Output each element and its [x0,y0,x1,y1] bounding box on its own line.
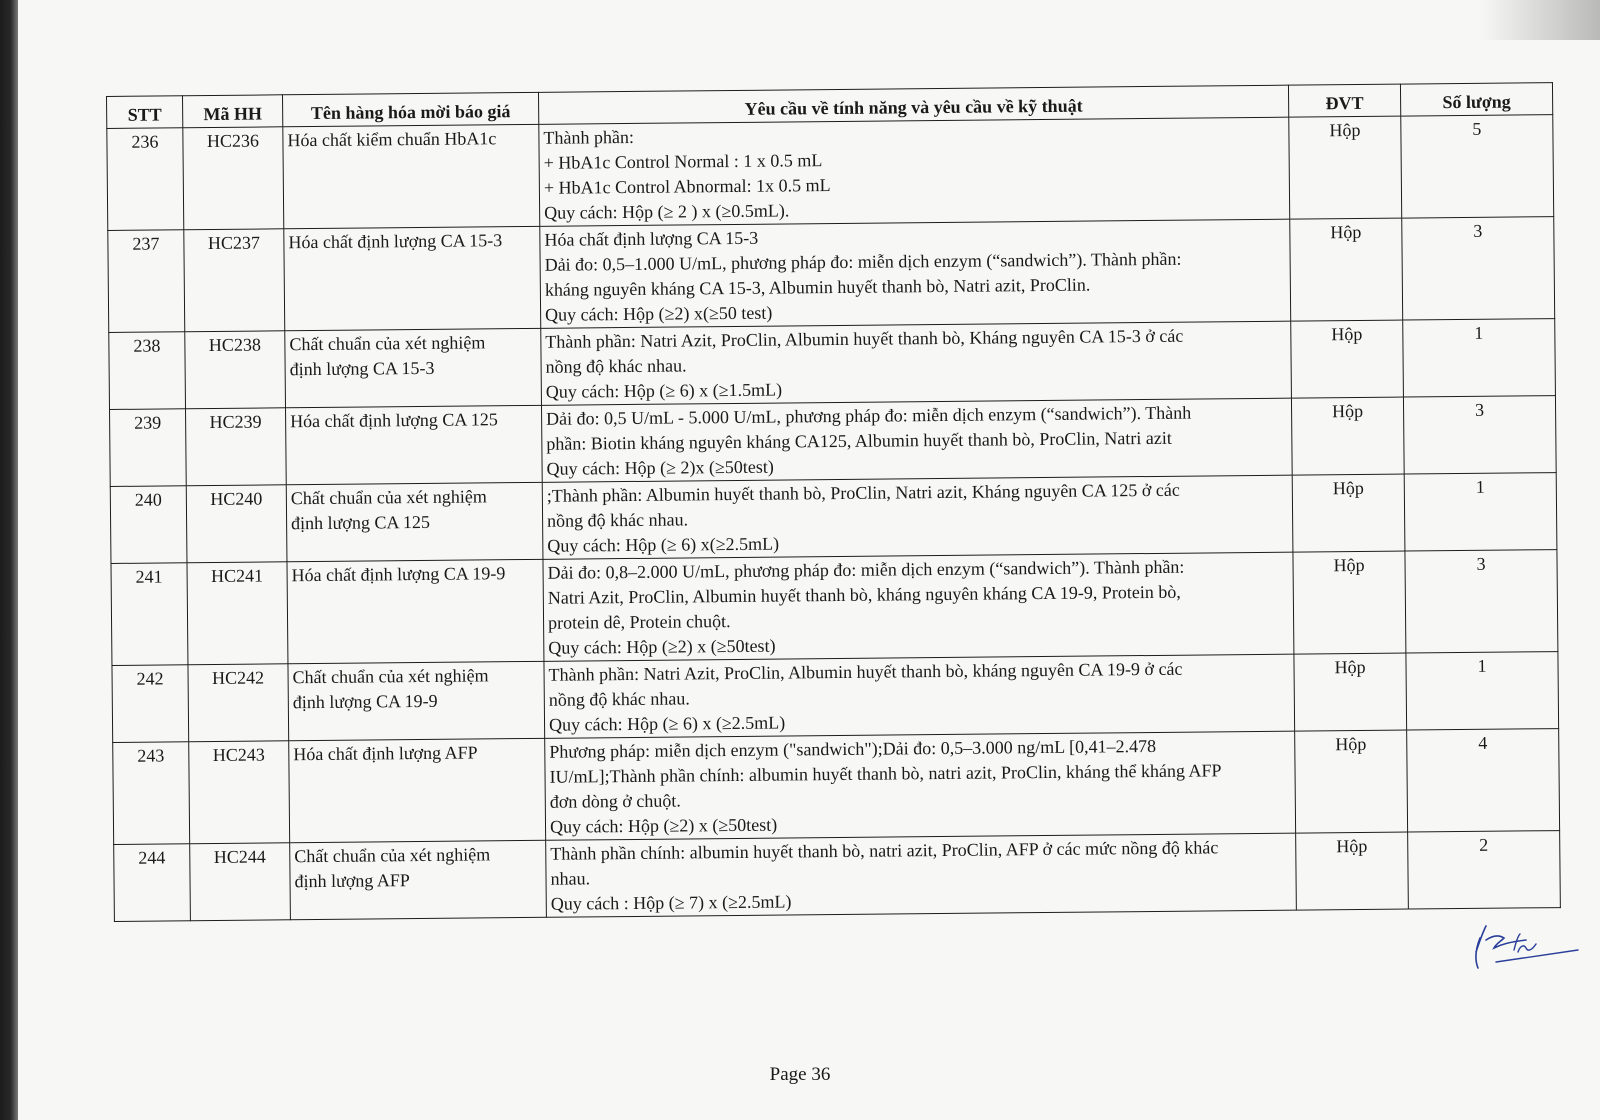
requirement-line: Thành phần chính: albumin huyết thanh bò, natri azit, ProClin, AFP ở các mức nồng độ khác [550,837,1219,864]
table-row [109,319,1556,410]
cell-ma-hh: HC236 [183,127,284,230]
product-name-line: Hóa chất định lượng CA 19-9 [291,563,506,586]
cell-ten-hang-hoa [287,559,544,663]
requirement-line: Dải đo: 0,5 U/mL - 5.000 U/mL, phương pháp đo: miễn dịch enzym (“sandwich”). Thành [546,402,1192,429]
table-row [110,473,1557,564]
requirement-line: nồng độ khác nhau. [545,355,687,377]
requirement-line: Dải đo: 0,5–1.000 U/mL, phương pháp đo: miễn dịch enzym (“sandwich”). Thành phần: [544,248,1182,275]
cell-so-luong: 3 [1405,550,1558,653]
requirement-line: Quy cách: Hộp (≥ 2 ) x (≥0.5mL). [544,200,790,223]
cell-so-luong: 1 [1406,652,1559,730]
requirement-line: Thành phần: Natri Azit, ProClin, Albumin huyết thanh bò, kháng nguyên CA 19-9 ở các [548,658,1183,685]
cell-stt: 236 [107,128,184,231]
cell-stt: 241 [111,563,188,666]
table-row [112,652,1559,743]
cell-dvt: Hộp [1291,397,1404,475]
cell-yeu-cau [546,833,1297,917]
cell-stt: 243 [113,742,190,845]
cell-ten-hang-hoa [289,738,546,842]
cell-ma-hh: HC241 [187,562,288,665]
product-name-line: Hóa chất định lượng AFP [293,742,478,765]
cell-yeu-cau [540,219,1291,328]
requirement-line: Natri Azit, ProClin, Albumin huyết thanh bò, kháng nguyên kháng CA 19-9, Protein bò, [547,581,1181,608]
product-name-line: định lượng CA 19-9 [292,690,438,713]
cell-ten-hang-hoa [283,124,540,228]
cell-stt: 242 [112,665,189,743]
requirement-line: Quy cách: Hộp (≥ 6) x (≥1.5mL) [545,379,783,402]
product-name-line: định lượng AFP [294,870,410,892]
cell-stt: 237 [108,230,185,333]
procurement-table [106,82,1561,922]
cell-stt: 240 [110,486,187,564]
requirement-line: đơn dòng ở chuột. [549,790,681,812]
table-row [114,831,1561,922]
cell-yeu-cau [545,731,1296,840]
requirement-line: kháng nguyên kháng CA 15-3, Albumin huyết thanh bò, Natri azit, ProClin. [544,274,1091,300]
cell-ten-hang-hoa [284,226,541,330]
cell-ten-hang-hoa [286,405,543,484]
cell-ten-hang-hoa [288,661,545,740]
product-name-line: Chất chuẩn của xét nghiệm [289,332,486,355]
table-row [111,550,1558,666]
requirement-line: Thành phần: Natri Azit, ProClin, Albumin huyết thanh bò, Kháng nguyên CA 15-3 ở các [545,325,1184,352]
cell-so-luong: 4 [1407,729,1560,832]
header-yeu-cau-ky-thuat: Yêu cầu về tính năng và yêu cầu về kỹ thuật [538,85,1288,124]
product-name-line: Hóa chất kiểm chuẩn HbA1c [287,128,497,151]
cell-dvt: Hộp [1296,832,1409,910]
requirement-line: protein dê, Protein chuột. [547,611,731,633]
product-name-line: định lượng CA 15-3 [289,357,435,380]
product-name-line: Chất chuẩn của xét nghiệm [292,665,489,688]
product-name-line: Hóa chất định lượng CA 15-3 [288,230,503,253]
table-row [108,217,1555,333]
requirement-line: + HbA1c Control Normal : 1 x 0.5 mL [543,150,823,173]
table-row [107,115,1554,231]
cell-ma-hh: HC238 [185,331,286,409]
cell-ma-hh: HC243 [189,741,290,844]
table-row [110,396,1557,487]
requirement-line: phần: Biotin kháng nguyên kháng CA125, Albumin huyết thanh bò, ProClin, Natri azit [546,427,1172,454]
requirement-line: Quy cách : Hộp (≥ 7) x (≥2.5mL) [550,891,792,914]
cell-stt: 244 [114,844,191,922]
requirement-line: Dải đo: 0,8–2.000 U/mL, phương pháp đo: miễn dịch enzym (“sandwich”). Thành phần: [547,556,1185,583]
cell-yeu-cau [541,398,1292,482]
header-ten-hang-hoa: Tên hàng hóa mời báo giá [282,92,538,126]
cell-stt: 239 [110,409,187,487]
cell-stt: 238 [109,332,186,410]
cell-dvt: Hộp [1289,116,1402,219]
cell-dvt: Hộp [1295,730,1408,833]
requirement-line: nồng độ khác nhau. [547,509,689,531]
cell-so-luong: 3 [1402,217,1555,320]
header-dvt: ĐVT [1288,84,1400,117]
cell-ten-hang-hoa [290,840,547,919]
requirement-line: Quy cách: Hộp (≥ 2)x (≥50test) [546,456,774,479]
cell-ten-hang-hoa [286,482,543,561]
requirement-line: Quy cách: Hộp (≥ 6) x (≥2.5mL) [548,712,786,735]
header-so-luong: Số lượng [1400,83,1552,116]
requirement-line: ;Thành phần: Albumin huyết thanh bò, ProClin, Natri azit, Kháng nguyên CA 125 ở các [546,479,1180,506]
cell-ten-hang-hoa [285,328,542,407]
cell-ma-hh: HC244 [190,843,291,921]
product-name-line: Chất chuẩn của xét nghiệm [294,844,491,867]
handwritten-signature [1466,918,1586,978]
requirement-line: + HbA1c Control Abnormal: 1x 0.5 mL [543,175,831,198]
cell-dvt: Hộp [1290,218,1403,321]
cell-so-luong: 5 [1401,115,1554,218]
product-name-line: định lượng CA 125 [291,511,430,534]
product-name-line: Chất chuẩn của xét nghiệm [290,486,487,509]
cell-dvt: Hộp [1294,653,1407,731]
table-row [113,729,1560,845]
requirement-line: Quy cách: Hộp (≥2) x(≥50 test) [545,302,773,325]
requirement-line: Quy cách: Hộp (≥2) x (≥50test) [549,814,778,837]
header-stt: STT [107,96,183,129]
cell-so-luong: 1 [1403,319,1556,397]
cell-so-luong: 1 [1404,473,1557,551]
cell-so-luong: 3 [1403,396,1556,474]
cell-ma-hh: HC237 [184,229,285,332]
requirement-line: Phương pháp: miễn dịch enzym ("sandwich");Dải đo: 0,5–3.000 ng/mL [0,41–2.478 [549,735,1157,762]
cell-so-luong: 2 [1408,831,1561,909]
cell-dvt: Hộp [1291,320,1404,398]
requirement-line: nồng độ khác nhau. [548,688,690,710]
scan-shadow [1480,0,1600,40]
cell-yeu-cau [539,117,1290,226]
cell-dvt: Hộp [1293,551,1406,654]
requirement-line: Hóa chất định lượng CA 15-3 [544,227,759,250]
requirement-line: Quy cách: Hộp (≥2) x (≥50test) [548,635,776,658]
cell-yeu-cau [542,475,1293,559]
header-ma-hh: Mã HH [183,95,283,128]
cell-ma-hh: HC242 [188,664,289,742]
cell-dvt: Hộp [1292,474,1405,552]
requirement-line: Thành phần: [543,126,634,148]
cell-yeu-cau [541,321,1292,405]
cell-ma-hh: HC239 [186,408,287,486]
requirement-line: IU/mL];Thành phần chính: albumin huyết thanh bò, natri azit, ProClin, kháng thể kháng AFP [549,760,1222,787]
requirement-line: nhau. [550,868,591,889]
cell-ma-hh: HC240 [186,485,287,563]
cell-yeu-cau [543,552,1294,661]
scan-dark-edge [0,0,18,1120]
document-sheet [106,82,1560,922]
cell-yeu-cau [544,654,1295,738]
product-name-line: Hóa chất định lượng CA 125 [290,409,498,432]
requirement-line: Quy cách: Hộp (≥ 6) x(≥2.5mL) [547,533,780,556]
table-body [107,115,1561,922]
page-number: Page 36 [769,1064,831,1085]
